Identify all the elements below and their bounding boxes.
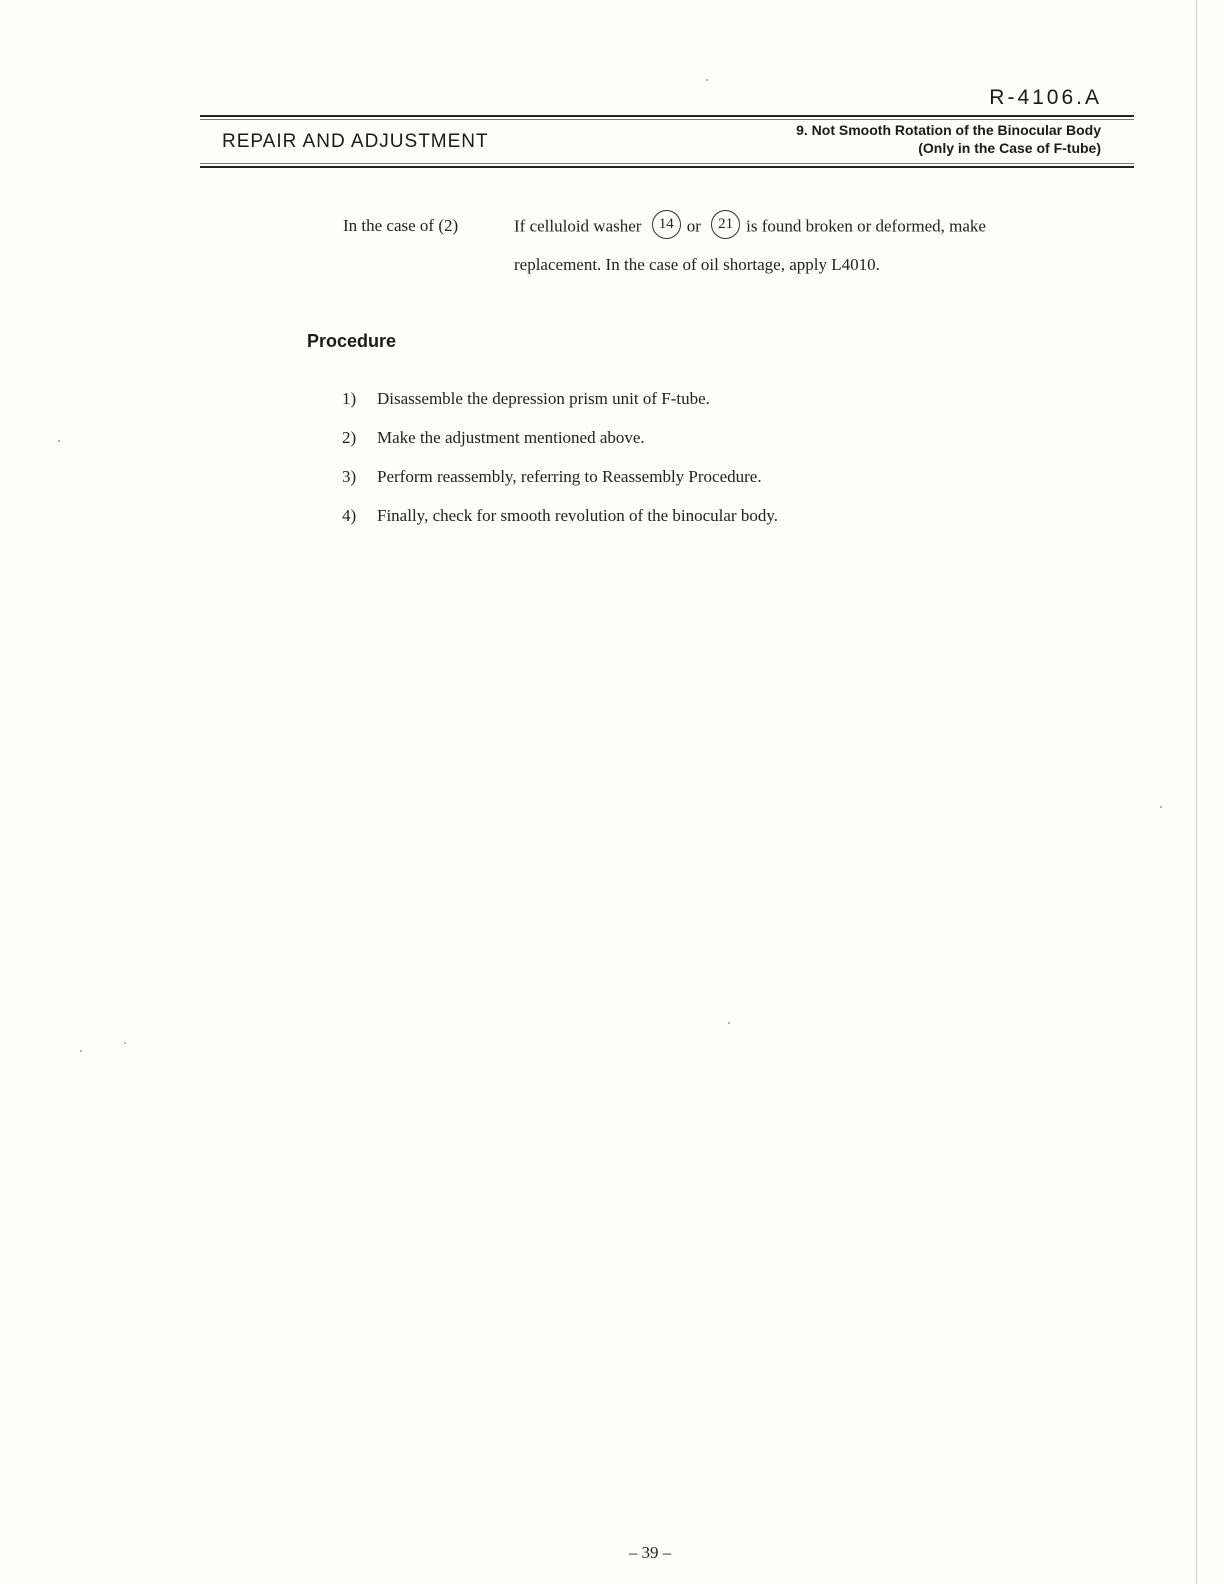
step-text: Perform reassembly, referring to Reassembly Procedure. xyxy=(377,467,762,486)
scan-speck xyxy=(80,1050,82,1052)
page-number: – 39 – xyxy=(628,1543,672,1562)
case-text-line-2: replacement. In the case of oil shortage, apply L4010. xyxy=(514,255,880,274)
subsection-line-2: (Only in the Case of F-tube) xyxy=(918,140,1101,156)
scan-speck xyxy=(1160,806,1162,808)
case-text-after: is found broken or deformed, make xyxy=(746,216,986,236)
scan-speck xyxy=(706,79,708,81)
scan-speck xyxy=(728,1022,730,1024)
scan-speck xyxy=(124,1042,126,1044)
subsection-title xyxy=(796,121,1101,157)
procedure-step xyxy=(342,467,778,506)
case-text-before: If celluloid washer xyxy=(514,216,642,236)
step-text: Make the adjustment mentioned above. xyxy=(377,428,645,447)
procedure-heading: Procedure xyxy=(307,331,397,351)
header-rule-top xyxy=(200,115,1134,117)
case-connector: or xyxy=(686,216,701,236)
procedure-step xyxy=(342,389,778,428)
step-text: Disassemble the depression prism unit of F-tube. xyxy=(377,389,710,408)
step-number: 1) xyxy=(342,389,357,408)
scan-edge-line xyxy=(1196,0,1197,1584)
scan-speck xyxy=(58,440,60,442)
section-title: REPAIR AND ADJUSTMENT xyxy=(222,131,489,152)
header-rule-bottom-thin xyxy=(200,163,1134,164)
procedure-steps xyxy=(342,389,778,545)
header-rule-bottom xyxy=(200,166,1134,168)
document-number: R-4106.A xyxy=(989,86,1102,109)
procedure-step xyxy=(342,506,778,545)
header-rule-top-thin xyxy=(200,119,1134,120)
part-number-circle-21: 21 xyxy=(711,210,740,239)
case-label: In the case of (2) xyxy=(343,216,459,235)
step-text: Finally, check for smooth revolution of the binocular body. xyxy=(377,506,778,525)
case-text-line-1 xyxy=(514,216,986,239)
procedure-step xyxy=(342,428,778,467)
part-number-circle-14: 14 xyxy=(652,210,681,239)
step-number: 2) xyxy=(342,428,357,447)
subsection-line-1: 9. Not Smooth Rotation of the Binocular Body xyxy=(796,122,1101,138)
step-number: 3) xyxy=(342,467,357,486)
step-number: 4) xyxy=(342,506,357,525)
